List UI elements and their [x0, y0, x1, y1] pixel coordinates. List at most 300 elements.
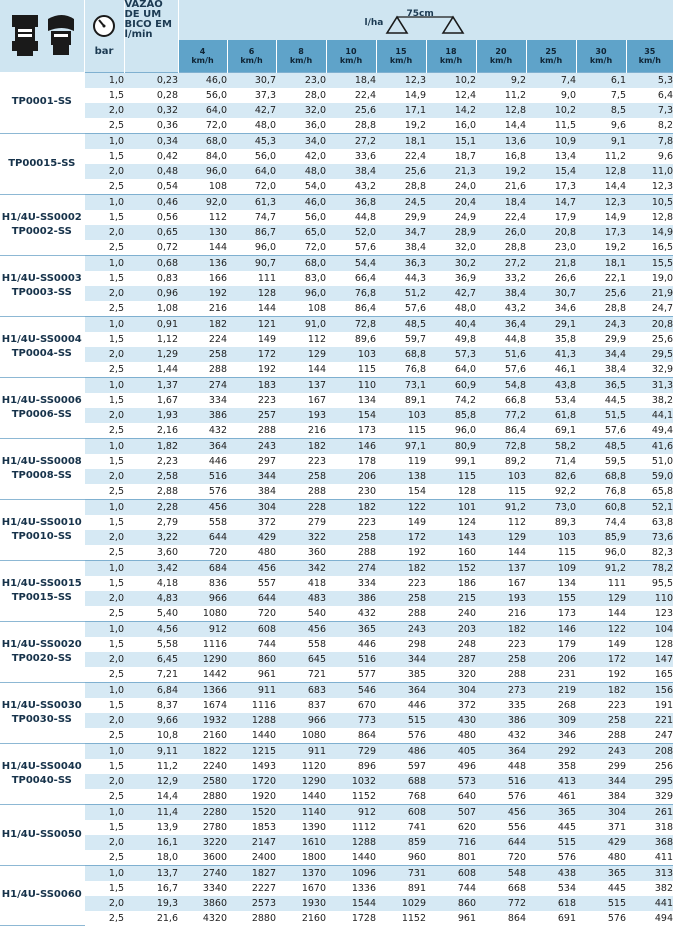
speed-header: 30 km/h [576, 40, 626, 72]
table-row [0, 515, 673, 530]
rate-cell: 56,0 [254, 150, 276, 162]
rate-cell: 96,0 [604, 546, 626, 558]
table-row [0, 652, 673, 667]
rate-cell: 182 [576, 682, 626, 698]
rate-cell: 515 [376, 713, 426, 728]
rate-cell: 961 [257, 668, 276, 680]
rate-cell: 274 [178, 377, 227, 393]
rate-cell: 1112 [351, 821, 376, 833]
pressure-cell: 2,0 [84, 408, 124, 423]
rate-cell: 76,8 [404, 363, 426, 375]
rate-cell: 456 [476, 804, 526, 820]
flow-cell: 3,22 [124, 530, 178, 545]
nozzle-model [0, 255, 84, 316]
rate-cell: 22,1 [604, 272, 626, 284]
rate-cell: 19,0 [651, 272, 673, 284]
rate-cell: 57,3 [426, 347, 476, 362]
rate-cell: 34,7 [376, 225, 426, 240]
rate-cell: 11,5 [554, 119, 576, 131]
rate-cell: 11,2 [604, 150, 626, 162]
flow-cell: 10,8 [156, 729, 178, 741]
rate-cell: 304 [426, 682, 476, 698]
rate-cell: 18,4 [476, 194, 526, 210]
table-row [0, 835, 673, 850]
rate-cell: 48,5 [376, 316, 426, 332]
flow-cell: 0,65 [124, 225, 178, 240]
rate-cell: 515 [576, 896, 626, 911]
flow-cell: 1,37 [124, 377, 178, 393]
rate-cell: 534 [557, 882, 576, 894]
table-row [0, 255, 673, 271]
model-code: H1/4U-SS0020 [1, 638, 82, 650]
rate-cell: 96,0 [254, 241, 276, 253]
rate-cell: 223 [357, 516, 376, 528]
rate-cell: 154 [407, 485, 426, 497]
rate-cell: 28,8 [604, 302, 626, 314]
table-row [0, 164, 673, 179]
table-row [0, 743, 673, 759]
pressure-cell: 1,5 [108, 333, 124, 345]
rate-cell: 36,9 [454, 272, 476, 284]
rate-cell: 18,1 [576, 255, 626, 271]
rate-cell: 322 [276, 530, 326, 545]
rate-cell: 223 [257, 394, 276, 406]
rate-cell: 309 [526, 713, 576, 728]
rate-cell: 896 [357, 760, 376, 772]
rate-cell: 24,0 [454, 180, 476, 192]
pressure-cell: 2,0 [84, 164, 124, 179]
rate-cell: 966 [276, 713, 326, 728]
rate-cell: 206 [326, 469, 376, 484]
rate-cell: 48,0 [276, 164, 326, 179]
rate-cell: 38,4 [404, 241, 426, 253]
rate-cell: 42,7 [227, 103, 276, 118]
rate-cell: 43,8 [526, 377, 576, 393]
rate-cell: 33,2 [504, 272, 526, 284]
flow-cell: 0,83 [156, 272, 178, 284]
rate-cell: 29,9 [404, 211, 426, 223]
pressure-gauge-icon [92, 14, 116, 38]
rate-cell: 279 [307, 516, 326, 528]
rate-cell: 24,9 [454, 211, 476, 223]
rate-cell: 2573 [227, 896, 276, 911]
rate-cell: 5,3 [626, 72, 673, 88]
rate-cell: 438 [526, 865, 576, 881]
rate-cell: 2880 [202, 790, 227, 802]
rate-cell: 620 [457, 821, 476, 833]
rate-cell: 30,7 [526, 286, 576, 301]
rate-cell: 165 [654, 668, 673, 680]
rate-cell: 720 [208, 546, 227, 558]
rate-cell: 558 [307, 638, 326, 650]
rate-cell: 1440 [301, 790, 326, 802]
rate-cell: 576 [208, 485, 227, 497]
rate-cell: 30,2 [426, 255, 476, 271]
rate-cell: 76,8 [604, 485, 626, 497]
pressure-cell: 2,0 [84, 530, 124, 545]
rate-cell: 297 [257, 455, 276, 467]
rate-cell: 445 [607, 882, 626, 894]
rate-cell: 38,4 [476, 286, 526, 301]
rate-cell: 231 [557, 668, 576, 680]
rate-cell: 178 [357, 455, 376, 467]
rate-cell: 2240 [202, 760, 227, 772]
rate-cell: 640 [457, 790, 476, 802]
rate-cell: 576 [507, 790, 526, 802]
rate-cell: 15,5 [626, 255, 673, 271]
flow-cell: 1,44 [156, 363, 178, 375]
rate-cell: 152 [426, 560, 476, 576]
rate-cell: 52,0 [326, 225, 376, 240]
rate-cell: 28,0 [304, 89, 326, 101]
rate-cell: 288 [507, 668, 526, 680]
rate-cell: 146 [526, 621, 576, 637]
rate-cell: 546 [326, 682, 376, 698]
rate-cell: 258 [376, 591, 426, 606]
pressure-cell: 2,5 [108, 607, 124, 619]
rate-cell: 76,8 [326, 286, 376, 301]
rate-cell: 418 [307, 577, 326, 589]
rate-cell: 1853 [251, 821, 276, 833]
rate-cell: 230 [357, 485, 376, 497]
rate-cell: 72,0 [254, 180, 276, 192]
nozzle-spacing: 75cm [406, 8, 434, 19]
rate-cell: 480 [457, 729, 476, 741]
flow-cell: 0,23 [124, 72, 178, 88]
rate-cell: 1080 [202, 607, 227, 619]
rate-cell: 155 [526, 591, 576, 606]
rate-cell: 57,6 [354, 241, 376, 253]
rate-cell: 7,3 [626, 103, 673, 118]
flow-cell: 16,7 [156, 882, 178, 894]
rate-cell: 74,7 [254, 211, 276, 223]
pressure-cell: 1,5 [108, 211, 124, 223]
rate-cell: 1920 [251, 790, 276, 802]
pressure-cell: 1,0 [84, 377, 124, 393]
rate-cell: 60,9 [426, 377, 476, 393]
rate-cell: 97,1 [376, 438, 426, 454]
rate-cell: 73,1 [376, 377, 426, 393]
pressure-cell: 2,0 [84, 103, 124, 118]
rate-cell: 912 [326, 804, 376, 820]
table-row [0, 606, 673, 622]
pressure-cell: 1,0 [84, 560, 124, 576]
rate-cell: 19,2 [404, 119, 426, 131]
rate-cell: 298 [407, 638, 426, 650]
nozzle-model [0, 133, 84, 194]
flow-cell: 1,82 [124, 438, 178, 454]
rate-cell: 864 [507, 912, 526, 924]
rate-cell: 45,3 [227, 133, 276, 149]
rate-cell: 483 [276, 591, 326, 606]
rate-cell: 268 [557, 699, 576, 711]
rate-cell: 73,6 [626, 530, 673, 545]
model-code: TP0001-SS [11, 96, 72, 108]
rate-cell: 17,3 [576, 225, 626, 240]
rate-cell: 25,6 [651, 333, 673, 345]
rate-cell: 1670 [301, 882, 326, 894]
rate-cell: 129 [276, 347, 326, 362]
rate-cell: 10,5 [626, 194, 673, 210]
table-row [0, 911, 673, 926]
model-code: H1/4U-SS0010 [1, 516, 82, 528]
rate-cell: 446 [407, 699, 426, 711]
pressure-cell: 1,0 [84, 438, 124, 454]
rate-cell: 720 [257, 607, 276, 619]
rate-cell: 52,1 [626, 499, 673, 515]
rate-cell: 216 [307, 424, 326, 436]
rate-cell: 1370 [276, 865, 326, 881]
rate-cell: 44,5 [604, 394, 626, 406]
table-row [0, 88, 673, 103]
rate-cell: 59,0 [626, 469, 673, 484]
rate-cell: 124 [457, 516, 476, 528]
flow-cell: 2,58 [124, 469, 178, 484]
rate-cell: 65,8 [651, 485, 673, 497]
rate-cell: 57,6 [604, 424, 626, 436]
rate-cell: 48,5 [576, 438, 626, 454]
rate-cell: 384 [607, 790, 626, 802]
pressure-cell: 2,5 [108, 485, 124, 497]
rate-cell: 20,8 [626, 316, 673, 332]
rate-cell: 385 [407, 668, 426, 680]
rate-cell: 182 [376, 560, 426, 576]
rate-cell: 318 [654, 821, 673, 833]
rate-cell: 386 [178, 408, 227, 423]
rate-cell: 645 [276, 652, 326, 667]
rate-cell: 618 [526, 896, 576, 911]
pressure-cell: 1,0 [84, 255, 124, 271]
rate-cell: 258 [326, 530, 376, 545]
flow-cell: 8,37 [156, 699, 178, 711]
rate-cell: 3860 [178, 896, 227, 911]
rate-cell: 72,0 [205, 119, 227, 131]
flow-cell: 14,4 [156, 790, 178, 802]
rate-cell: 961 [457, 912, 476, 924]
rate-cell: 1029 [376, 896, 426, 911]
flow-cell: 7,21 [156, 668, 178, 680]
flow-cell: 2,16 [156, 424, 178, 436]
table-row [0, 576, 673, 591]
rate-cell: 173 [557, 607, 576, 619]
rate-cell: 1290 [178, 652, 227, 667]
table-row [0, 850, 673, 866]
rate-cell: 51,5 [576, 408, 626, 423]
rate-cell: 240 [457, 607, 476, 619]
rate-cell: 456 [178, 499, 227, 515]
rate-cell: 167 [507, 577, 526, 589]
rate-cell: 29,9 [604, 333, 626, 345]
rate-cell: 21,9 [626, 286, 673, 301]
rate-cell: 432 [208, 424, 227, 436]
table-row [0, 881, 673, 896]
rate-cell: 129 [576, 591, 626, 606]
rate-cell: 1336 [351, 882, 376, 894]
rate-cell: 63,8 [651, 516, 673, 528]
rate-cell: 36,8 [326, 194, 376, 210]
rate-cell: 1800 [301, 851, 326, 863]
rate-cell: 1674 [202, 699, 227, 711]
nozzle-model [0, 804, 84, 865]
rate-cell: 206 [526, 652, 576, 667]
rate-cell: 1544 [326, 896, 376, 911]
rate-cell: 2280 [178, 804, 227, 820]
rate-cell: 34,4 [576, 347, 626, 362]
table-row [0, 438, 673, 454]
rate-cell: 65,0 [276, 225, 326, 240]
pressure-cell: 2,5 [108, 668, 124, 680]
rate-cell: 772 [476, 896, 526, 911]
rate-cell: 24,7 [651, 302, 673, 314]
rate-cell: 486 [376, 743, 426, 759]
rate-cell: 15,1 [426, 133, 476, 149]
speed-header: 18 km/h [426, 40, 476, 72]
rate-cell: 288 [357, 546, 376, 558]
pressure-cell: 1,0 [84, 133, 124, 149]
rate-cell: 507 [426, 804, 476, 820]
rate-cell: 41,3 [526, 347, 576, 362]
rate-cell: 372 [257, 516, 276, 528]
rate-cell: 182 [178, 316, 227, 332]
rate-cell: 123 [654, 607, 673, 619]
flow-cell: 1,08 [156, 302, 178, 314]
rate-cell: 68,0 [178, 133, 227, 149]
rate-cell: 57,6 [404, 302, 426, 314]
pressure-cell: 2,5 [108, 363, 124, 375]
rate-cell: 741 [407, 821, 426, 833]
pressure-cell: 2,0 [84, 286, 124, 301]
flow-cell: 1,67 [156, 394, 178, 406]
rate-cell: 1080 [301, 729, 326, 741]
rate-cell: 193 [276, 408, 326, 423]
model-code: H1/4U-SS0006 [1, 394, 82, 406]
rate-cell: 299 [607, 760, 626, 772]
flow-cell: 9,11 [124, 743, 178, 759]
rate-cell: 429 [227, 530, 276, 545]
rate-cell: 720 [507, 851, 526, 863]
table-row [0, 408, 673, 423]
rate-cell: 773 [326, 713, 376, 728]
rate-cell: 668 [507, 882, 526, 894]
table-row [0, 637, 673, 652]
rate-cell: 119 [407, 455, 426, 467]
rate-cell: 548 [476, 865, 526, 881]
rate-cell: 172 [576, 652, 626, 667]
table-row [0, 423, 673, 439]
rate-cell: 7,4 [526, 72, 576, 88]
rate-cell: 28,8 [504, 241, 526, 253]
pressure-cell: 1,0 [84, 621, 124, 637]
rate-cell: 729 [326, 743, 376, 759]
rate-cell: 556 [507, 821, 526, 833]
flow-cell: 6,84 [124, 682, 178, 698]
rate-cell: 71,4 [554, 455, 576, 467]
rate-cell: 365 [576, 865, 626, 881]
pressure-cell: 1,0 [84, 316, 124, 332]
rate-cell: 91,2 [576, 560, 626, 576]
flow-cell: 18,0 [156, 851, 178, 863]
rate-cell: 9,1 [576, 133, 626, 149]
table-row [0, 896, 673, 911]
table-row [0, 728, 673, 744]
rate-cell: 17,9 [554, 211, 576, 223]
rate-cell: 557 [257, 577, 276, 589]
rate-cell: 78,2 [626, 560, 673, 576]
pressure-cell: 2,0 [84, 225, 124, 240]
rate-cell: 31,3 [626, 377, 673, 393]
rate-cell: 144 [208, 241, 227, 253]
rate-cell: 576 [607, 912, 626, 924]
rate-cell: 216 [208, 302, 227, 314]
pressure-cell: 1,0 [84, 804, 124, 820]
rate-cell: 149 [407, 516, 426, 528]
rate-cell: 172 [376, 530, 426, 545]
rate-cell: 1290 [276, 774, 326, 789]
rate-cell: 92,0 [178, 194, 227, 210]
rate-cell: 96,0 [178, 164, 227, 179]
rate-cell: 182 [476, 621, 526, 637]
rate-cell: 34,0 [276, 133, 326, 149]
rate-cell: 20,8 [526, 225, 576, 240]
rate-cell: 1096 [326, 865, 376, 881]
rate-cell: 144 [607, 607, 626, 619]
rate-cell: 243 [227, 438, 276, 454]
rate-cell: 182 [276, 438, 326, 454]
flow-cell: 0,48 [124, 164, 178, 179]
rate-cell: 23,0 [554, 241, 576, 253]
rate-cell: 69,1 [554, 424, 576, 436]
rate-cell: 12,3 [651, 180, 673, 192]
rate-cell: 3600 [202, 851, 227, 863]
speed-header: 10 km/h [326, 40, 376, 72]
table-row [0, 865, 673, 881]
rate-cell: 2400 [251, 851, 276, 863]
rate-cell: 128 [654, 638, 673, 650]
rate-cell: 429 [576, 835, 626, 850]
rate-cell: 261 [626, 804, 673, 820]
flow-cell: 11,2 [156, 760, 178, 772]
rate-cell: 9,2 [476, 72, 526, 88]
rate-cell: 365 [526, 804, 576, 820]
pressure-cell: 2,0 [84, 591, 124, 606]
rate-cell: 183 [227, 377, 276, 393]
rate-cell: 82,3 [651, 546, 673, 558]
rate-cell: 456 [276, 621, 326, 637]
flow-cell: 1,29 [124, 347, 178, 362]
pressure-cell: 1,0 [84, 194, 124, 210]
rate-cell: 334 [357, 577, 376, 589]
pressure-cell: 2,5 [108, 912, 124, 924]
rate-cell: 122 [376, 499, 426, 515]
flow-cell: 0,54 [156, 180, 178, 192]
speed-header: 20 km/h [476, 40, 526, 72]
rate-cell: 115 [507, 485, 526, 497]
model-code: H1/4U-SS0030 [1, 699, 82, 711]
rate-cell: 335 [507, 699, 526, 711]
rate-cell: 223 [507, 638, 526, 650]
rate-cell: 68,0 [276, 255, 326, 271]
rate-cell: 14,4 [604, 180, 626, 192]
model-code: H1/4U-SS0003 [1, 272, 82, 284]
rate-cell: 364 [178, 438, 227, 454]
rate-cell: 91,2 [476, 499, 526, 515]
rate-cell: 46,1 [554, 363, 576, 375]
rate-cell: 1152 [351, 790, 376, 802]
rate-cell: 23,0 [276, 72, 326, 88]
rate-cell: 859 [376, 835, 426, 850]
rate-cell: 2580 [178, 774, 227, 789]
rate-cell: 18,1 [376, 133, 426, 149]
